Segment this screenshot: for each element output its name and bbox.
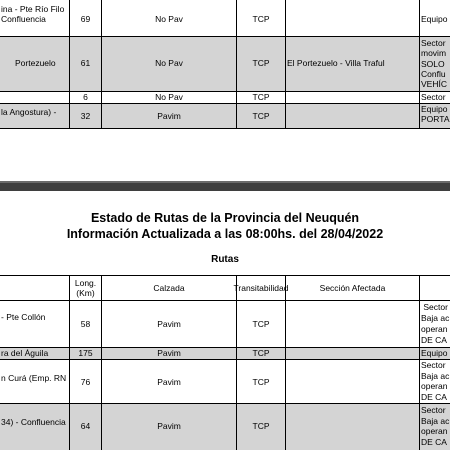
table-cell-transitabilidad: TCP	[252, 111, 270, 121]
table-cell-obs: Equipo PORTA	[421, 105, 450, 124]
table-cell-long: 64	[80, 421, 91, 431]
column-header-calzada: Calzada	[153, 283, 185, 293]
table-cell-calzada: Pavim	[157, 319, 181, 329]
column-header-seccion: Sección Afectada	[319, 283, 386, 293]
column-header-transitabilidad: Transitabilidad	[233, 283, 289, 293]
table-cell-obs: Equipo	[421, 349, 448, 358]
table-cell-transitabilidad: TCP	[252, 92, 270, 102]
table-cell-obs: Sector Baja ac operan DE CA	[421, 360, 450, 402]
table-cell-long: 61	[80, 58, 91, 68]
table-cell-ruta: ra del Águila	[1, 349, 49, 358]
table-cell-ruta: n Curá (Emp. RN	[1, 374, 67, 383]
page-subtitle: Información Actualizada a las 08:00hs. del 28/04/2022	[66, 227, 384, 241]
table-cell-ruta: Portezuelo	[15, 58, 56, 68]
column-header-long: Long. (Km)	[74, 278, 97, 298]
table-cell-long: 175	[78, 348, 93, 358]
table-cell-transitabilidad: TCP	[252, 14, 270, 24]
table-cell-obs: Sector Baja ac operan DE CA	[421, 302, 450, 345]
table-cell-long: 69	[80, 14, 91, 24]
table-cell-obs: Sector movim SOLO Conflu VEHÍC	[421, 38, 447, 90]
table-cell-transitabilidad: TCP	[252, 348, 270, 358]
table-cell-ruta: - Pte Collón	[1, 313, 46, 322]
table-cell-calzada: No Pav	[155, 92, 183, 102]
table-cell-long: 76	[80, 377, 91, 387]
table-cell-calzada: Pavim	[157, 377, 181, 387]
table-cell-ruta: 34) - Confluencia	[1, 418, 66, 427]
table-cell-transitabilidad: TCP	[252, 58, 270, 68]
table-cell-calzada: No Pav	[155, 58, 183, 68]
table-cell-calzada: No Pav	[155, 14, 183, 24]
table-cell-transitabilidad: TCP	[252, 377, 270, 387]
table-cell-calzada: Pavim	[157, 348, 181, 358]
table-cell-long: 6	[83, 92, 88, 102]
page-separator	[0, 183, 450, 191]
table-cell-obs: Equipo	[421, 15, 448, 24]
table-cell-obs: Sector Baja ac operan DE CA	[421, 405, 450, 447]
table-cell-transitabilidad: TCP	[252, 319, 270, 329]
page-title: Estado de Rutas de la Provincia del Neuquén	[90, 211, 360, 225]
section-title: Rutas	[211, 254, 239, 265]
table-cell-obs: Sector	[421, 93, 446, 102]
table-cell-ruta: ina - Pte Río Filo Confluencia	[1, 4, 65, 24]
table-cell-transitabilidad: TCP	[252, 421, 270, 431]
table-cell-calzada: Pavim	[157, 111, 181, 121]
table-cell-long: 58	[80, 319, 91, 329]
table-cell-seccion: El Portezuelo - Villa Traful	[287, 59, 385, 68]
table-cell-ruta: la Angostura) -	[1, 108, 57, 117]
table-cell-calzada: Pavim	[157, 421, 181, 431]
table-cell-long: 32	[80, 111, 91, 121]
